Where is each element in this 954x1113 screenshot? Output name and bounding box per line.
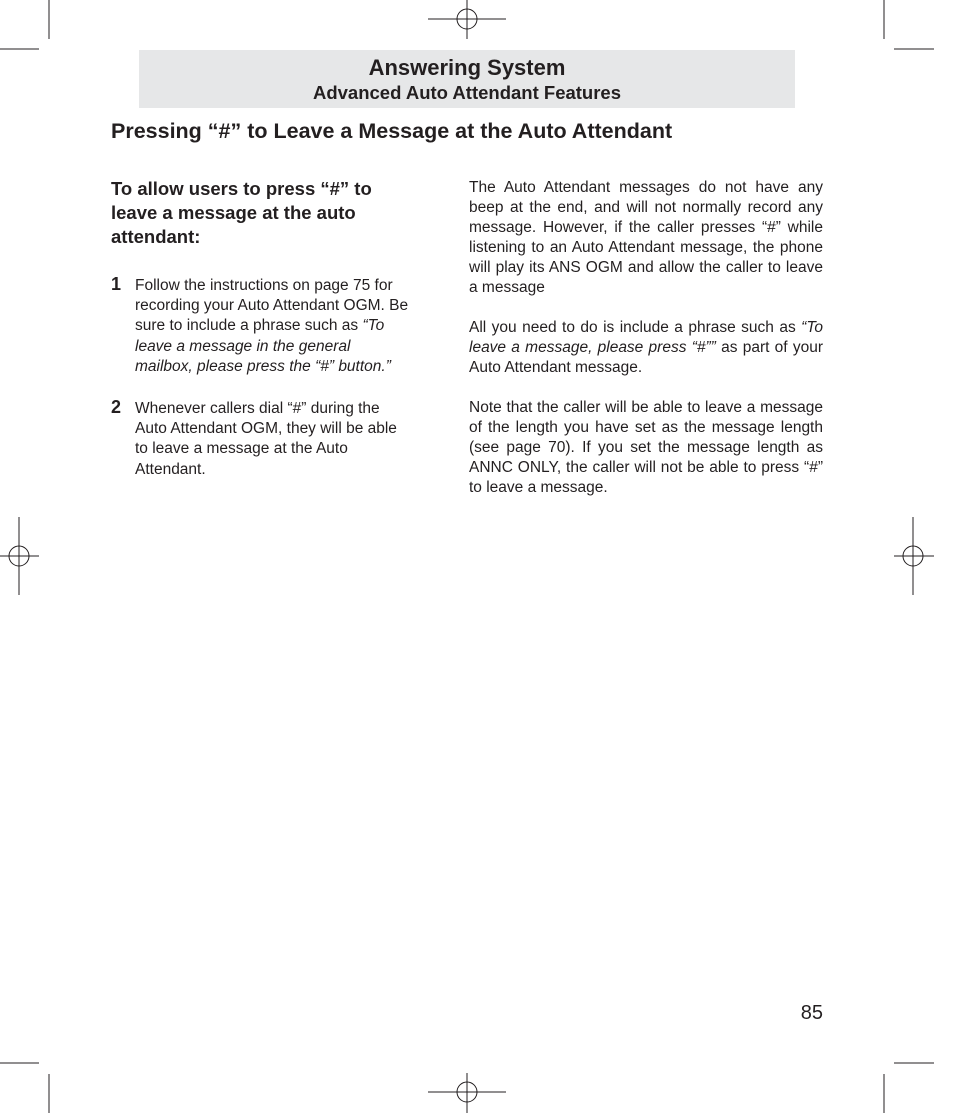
page-number: 85 [800, 1002, 823, 1024]
step-item [111, 276, 411, 377]
explanation-paragraph: Note that the caller will be able to leave a message of the length you have set as the message length (see page 70). If you set the message length as ANNC ONLY, the caller will not be able to press “#” to leave a message. [469, 399, 823, 496]
chapter-subtitle: Advanced Auto Attendant Features [312, 82, 622, 103]
instructions-column [111, 177, 411, 480]
step-number: 2 [111, 397, 122, 418]
step-number: 1 [111, 274, 122, 294]
paragraph-text: as part of your Auto Attendant message. [469, 339, 823, 376]
step-item [111, 399, 411, 480]
step-text: Whenever callers dial “#” during the Auto Attendant OGM, they will be able to leave a message at the Auto Attendant. [135, 400, 397, 478]
chapter-header [139, 50, 795, 108]
section-title: Pressing “#” to Leave a Message at the Auto Attendant [111, 119, 673, 143]
paragraph-text: All you need to do is include a phrase such as [469, 319, 802, 336]
step-text: Follow the instructions on page 75 for recording your Auto Attendant OGM. Be sure to include a phrase such as [135, 277, 409, 335]
instructions-heading: To allow users to press “#” to leave a message at the auto attendant: [111, 178, 372, 247]
explanation-column [469, 178, 823, 518]
explanation-paragraph: The Auto Attendant messages do not have any beep at the end, and will not normally record any message. However, if the caller presses “#” while listening to an Auto Attendant message, the phone will play its ANS OGM and allow the caller to leave a message [469, 179, 823, 296]
chapter-title: Answering System [368, 55, 566, 80]
example-phrase: “To leave a message, please press “#”” [469, 319, 823, 356]
step-example-phrase: “To leave a message in the general mailbox, please press the “#” button.” [135, 317, 391, 375]
explanation-paragraph [469, 318, 823, 378]
